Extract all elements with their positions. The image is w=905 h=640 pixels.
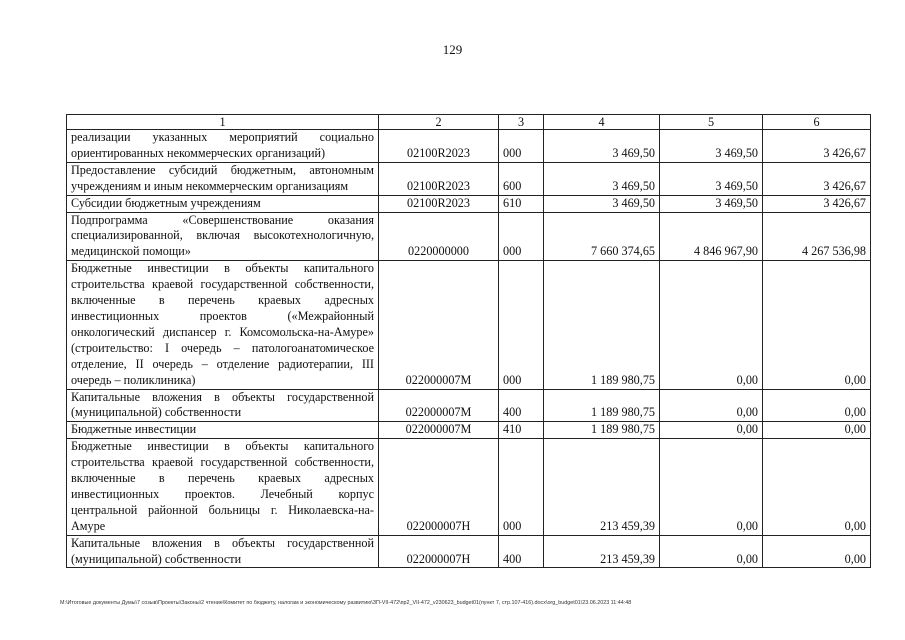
row-amount-3: 3 426,67 (763, 162, 871, 195)
column-header: 5 (660, 115, 763, 130)
row-amount-3: 4 267 536,98 (763, 212, 871, 261)
column-header: 4 (544, 115, 660, 130)
table-row (67, 162, 871, 195)
row-target-code: 02100R2023 (379, 130, 499, 163)
table-row (67, 389, 871, 422)
table-row (67, 261, 871, 389)
table-row (67, 130, 871, 163)
row-name: Подпрограмма «Совершенствование оказания специализированной, включая высокотехнологичную, медицинской помощи» (67, 212, 379, 261)
column-header: 1 (67, 115, 379, 130)
row-amount-3: 0,00 (763, 389, 871, 422)
row-expense-type: 600 (499, 162, 544, 195)
row-amount-1: 1 189 980,75 (544, 389, 660, 422)
row-amount-1: 3 469,50 (544, 162, 660, 195)
row-target-code: 022000007М (379, 389, 499, 422)
row-amount-2: 0,00 (660, 439, 763, 535)
row-expense-type: 410 (499, 422, 544, 439)
row-amount-1: 1 189 980,75 (544, 422, 660, 439)
row-amount-2: 4 846 967,90 (660, 212, 763, 261)
row-target-code: 02100R2023 (379, 162, 499, 195)
row-name: Бюджетные инвестиции в объекты капитального строительства краевой государственной собственности, включенные в перечень краевых адресных инвестиционных проектов («Межрайонный онкологический диспансер г. Комсомольска-на-Амуре» (строительство: I очередь – патологоанатомическое отделение, II очередь – отделение радиотерапии, III очередь – поликлиника) (67, 261, 379, 389)
row-target-code: 0220000000 (379, 212, 499, 261)
row-name: Бюджетные инвестиции в объекты капитального строительства краевой государственной собственности, включенные в перечень краевых адресных инвестиционных проектов. Лечебный корпус центральной районной больницы г. Николаевска-на-Амуре (67, 439, 379, 535)
row-target-code: 02100R2023 (379, 195, 499, 212)
row-amount-2: 3 469,50 (660, 130, 763, 163)
table-row (67, 195, 871, 212)
row-expense-type: 000 (499, 439, 544, 535)
row-amount-2: 0,00 (660, 389, 763, 422)
row-expense-type: 000 (499, 212, 544, 261)
row-amount-3: 3 426,67 (763, 195, 871, 212)
row-amount-1: 213 459,39 (544, 439, 660, 535)
row-amount-1: 3 469,50 (544, 195, 660, 212)
page-number: 129 (442, 42, 463, 57)
row-amount-2: 3 469,50 (660, 162, 763, 195)
column-header: 6 (763, 115, 871, 130)
row-target-code: 022000007Н (379, 535, 499, 568)
row-expense-type: 000 (499, 130, 544, 163)
row-amount-1: 1 189 980,75 (544, 261, 660, 389)
column-header: 2 (379, 115, 499, 130)
row-amount-3: 3 426,67 (763, 130, 871, 163)
row-amount-2: 0,00 (660, 261, 763, 389)
row-name: Капитальные вложения в объекты государственной (муниципальной) собственности (67, 535, 379, 568)
row-amount-2: 0,00 (660, 535, 763, 568)
row-target-code: 022000007М (379, 422, 499, 439)
row-amount-3: 0,00 (763, 261, 871, 389)
row-expense-type: 000 (499, 261, 544, 389)
document-path-footer: M:\Итоговые документы Думы\7 созыв\Проекты\Законы\2 чтение\Комитет по бюджету, налогам и экономическому развитию\ЗП-VII-472\пр2_VII-472_v230623_budget01(пункт 7, стр.107-416).docx\org_budget01\23.06.2023 11:44:48 (60, 600, 632, 606)
row-target-code: 022000007М (379, 261, 499, 389)
row-amount-2: 0,00 (660, 422, 763, 439)
table-row (67, 212, 871, 261)
column-header: 3 (499, 115, 544, 130)
row-amount-1: 213 459,39 (544, 535, 660, 568)
row-name: Бюджетные инвестиции (67, 422, 379, 439)
row-amount-2: 3 469,50 (660, 195, 763, 212)
row-name: Капитальные вложения в объекты государственной (муниципальной) собственности (67, 389, 379, 422)
row-amount-3: 0,00 (763, 439, 871, 535)
row-target-code: 022000007Н (379, 439, 499, 535)
table-header-row (67, 115, 871, 130)
budget-table (66, 114, 871, 568)
table-row (67, 422, 871, 439)
row-expense-type: 400 (499, 535, 544, 568)
row-amount-1: 3 469,50 (544, 130, 660, 163)
row-name: Предоставление субсидий бюджетным, автономным учреждениям и иным некоммерческим организациям (67, 162, 379, 195)
row-amount-3: 0,00 (763, 535, 871, 568)
table-row (67, 535, 871, 568)
row-amount-3: 0,00 (763, 422, 871, 439)
row-amount-1: 7 660 374,65 (544, 212, 660, 261)
row-name: реализации указанных мероприятий социально ориентированных некоммерческих организаций) (67, 130, 379, 163)
table-row (67, 439, 871, 535)
row-name: Субсидии бюджетным учреждениям (67, 195, 379, 212)
row-expense-type: 400 (499, 389, 544, 422)
row-expense-type: 610 (499, 195, 544, 212)
